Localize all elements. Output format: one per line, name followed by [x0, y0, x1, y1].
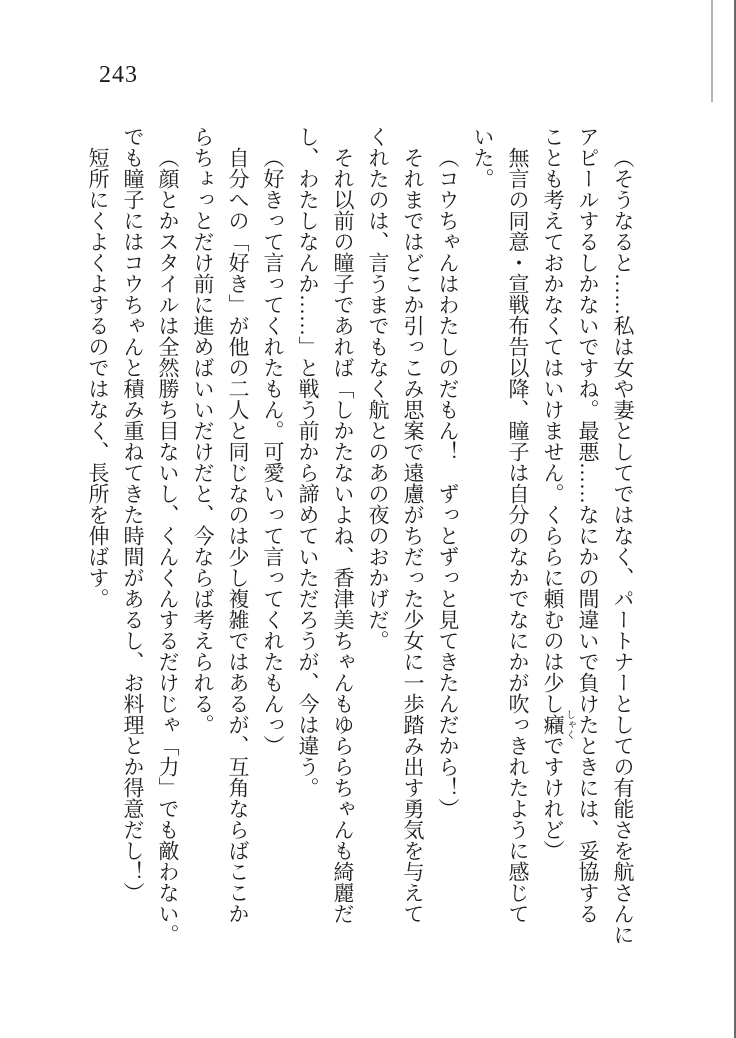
paragraph: （そうなると……私は女や妻としてではなく、パートナーとしての有能さを航さんに アピールするしかないですね。最悪……なにかの間違いで負けたときには、妥協する ことも考えておかなくてはいけません。くららに頼むのは少し癪しゃくですけれど）: [541, 126, 635, 945]
body-text: [80, 126, 640, 952]
page-number: 243: [99, 62, 138, 88]
gutter-shadow-line: [711, 0, 713, 102]
paragraph: （好きって言ってくれたもん。可愛いって言ってくれたもんっ）: [261, 147, 285, 756]
paragraph: 無言の同意・宣戦布告以降、瞳子は自分のなかでなにかが吹っきれたように感じて いた。: [471, 126, 530, 924]
paragraph: それ以前の瞳子であれば「しかたないよね、香津美ちゃんもゆららちゃんも綺麗だ し、わたしなんか……」と戦う前から諦めていただろうが、今は違う。: [296, 126, 355, 924]
paragraph: （コウちゃんはわたしのだもん！ ずっとずっと見てきたんだから！）: [436, 147, 460, 819]
paragraph: 短所にくよくよするのではなく、長所を伸ばす。: [86, 147, 110, 609]
paragraph: （顔とかスタイルは全然勝ち目ないし、くんくんするだけじゃ「力」でも敵わない。 でも瞳子にはコウちゃんと積み重ねてきた時間があるし、お料理とか得意だし！）: [121, 126, 180, 945]
ruby-annotated-text: 癪しゃく: [541, 709, 575, 740]
paragraph: 自分への「好き」が他の二人と同じなのは少し複雑ではあるが、互角ならばここか らちょっとだけ前に進めばいいだけだと、今ならば考えられる。: [191, 126, 250, 924]
paragraph: それまではどこか引っこみ思案で遠慮がちだった少女に一歩踏み出す勇気を与えて くれたのは、言うまでもなく航とのあの夜のおかげだ。: [366, 126, 425, 924]
